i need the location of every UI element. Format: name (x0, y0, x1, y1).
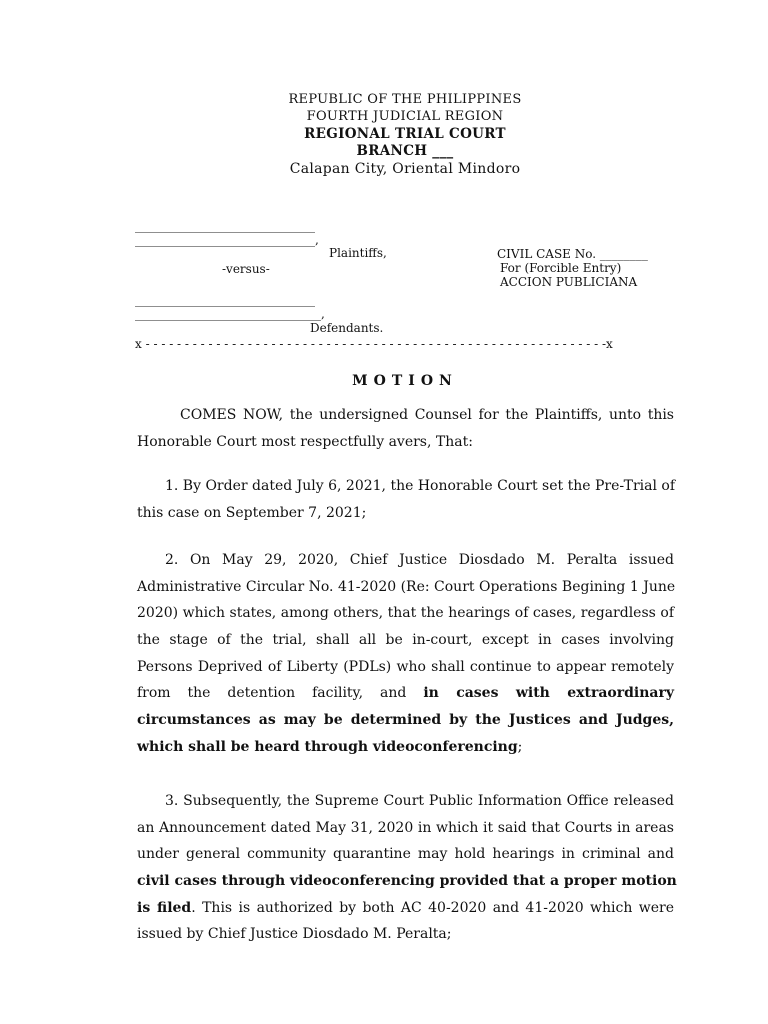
civil-case-number: CIVIL CASE No. ________ (497, 247, 648, 261)
caption-divider: x - - - - - - - - - - - - - - - - - - - - - - - - - - - - - - - - - - - - - - - - - - - - - - - - - - - - - - - - - - -x (135, 337, 613, 351)
plaintiffs-label: Plaintiffs, (329, 246, 387, 260)
paragraph-1-line-1: 1. By Order dated July 6, 2021, the Honorable Court set the Pre-Trial of (165, 478, 675, 494)
case-nature: For (Forcible Entry) (500, 261, 622, 275)
header-branch: BRANCH ___ (356, 143, 454, 159)
plaintiff-name-blank-1: ______________________________ (135, 219, 315, 233)
intro-paragraph (137, 402, 674, 455)
defendant-name-blank-1: ______________________________ (135, 293, 315, 307)
paragraph-2 (137, 547, 674, 761)
paragraph-2-line-8 (137, 734, 674, 761)
header-court: REGIONAL TRIAL COURT (304, 126, 506, 142)
intro-line-1: COMES NOW, the undersigned Counsel for the Plaintiffs, unto this (180, 407, 674, 423)
defendants-label: Defendants. (310, 321, 384, 335)
header-region: FOURTH JUDICIAL REGION (306, 109, 504, 124)
plaintiff-name-blank-2: ______________________________, (135, 233, 319, 247)
emphasis-videoconferencing: which shall be heard through videoconferencing (137, 738, 518, 755)
case-type: ACCION PUBLICIANA (500, 275, 638, 289)
emphasis-extraordinary: in cases with extraordinary (423, 685, 674, 702)
header-republic: REPUBLIC OF THE PHILIPPINES (288, 92, 522, 107)
paragraph-2-end: ; (517, 738, 523, 755)
paragraph-3-line-3: under general community quarantine may hold hearings in criminal and (137, 846, 674, 863)
paragraph-1 (137, 473, 674, 526)
paragraph-3 (137, 788, 677, 948)
defendant-name-blank-2: _______________________________, (135, 307, 325, 321)
paragraph-3-line-5 (137, 895, 674, 922)
emphasis-civil-cases: civil cases through videoconferencing provided that a proper motion (137, 873, 677, 890)
paragraph-2-line-1: 2. On May 29, 2020, Chief Justice Diosdado M. Peralta issued (165, 552, 674, 568)
intro-line-2: Honorable Court most respectfully avers, That: (137, 433, 473, 450)
paragraph-3-line-1: 3. Subsequently, the Supreme Court Public Information Office released (165, 793, 674, 809)
emphasis-is-filed: is filed (137, 899, 192, 916)
paragraph-2-line-6-text: from the detention facility, and (137, 685, 407, 702)
paragraph-3-line-4 (137, 868, 677, 895)
paragraph-3-line-2: an Announcement dated May 31, 2020 in which it said that Courts in areas (137, 819, 674, 836)
paragraph-2-line-6 (137, 680, 674, 707)
paragraph-2-line-3: 2020) which states, among others, that the hearings of cases, regardless of (137, 605, 674, 622)
paragraph-3-line-6: issued by Chief Justice Diosdado M. Peralta; (137, 926, 452, 943)
header-city: Calapan City, Oriental Mindoro (289, 161, 521, 177)
paragraph-2-line-4: the stage of the trial, shall all be in-court, except in cases involving (137, 632, 674, 649)
paragraph-2-line-2: Administrative Circular No. 41-2020 (Re: Court Operations Begining 1 June (137, 578, 676, 595)
paragraph-3-line-5-text: . This is authorized by both AC 40-2020 and 41-2020 which were (191, 899, 674, 916)
motion-title: MOTION (352, 373, 458, 389)
paragraph-1-line-2: this case on September 7, 2021; (137, 504, 367, 521)
emphasis-circumstances: circumstances as may be determined by the Justices and Judges, (137, 712, 674, 729)
versus-label: -versus- (222, 262, 270, 276)
paragraph-2-line-7 (137, 707, 674, 734)
paragraph-2-line-5: Persons Deprived of Liberty (PDLs) who shall continue to appear remotely (137, 658, 674, 675)
